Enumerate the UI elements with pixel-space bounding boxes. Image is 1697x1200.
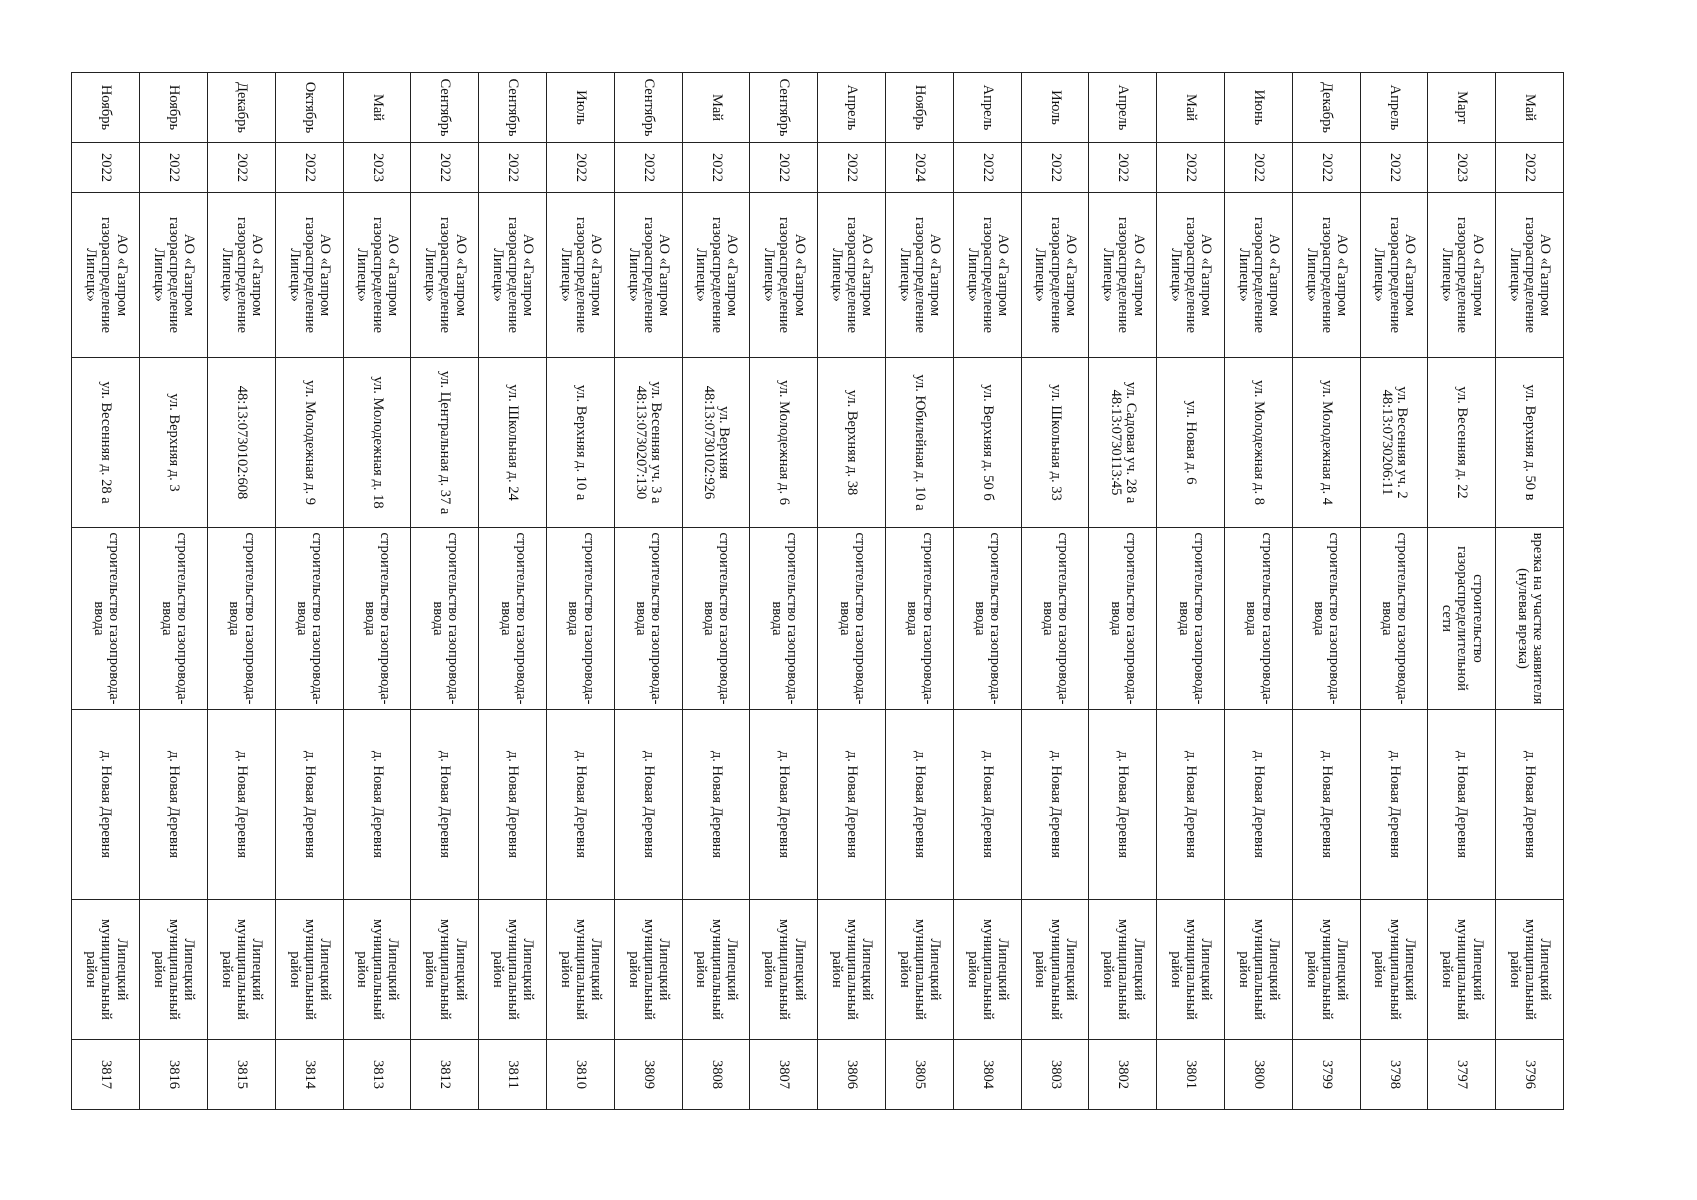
address-cell: ул. Центральная д. 37 а	[411, 358, 479, 528]
organization-cell: АО «Газпром газораспределение Липецк»	[547, 193, 615, 358]
district-cell: Липецкий муниципальный район	[1225, 900, 1293, 1040]
row-number-cell: 3807	[750, 1040, 818, 1110]
district-cell: Липецкий муниципальный район	[479, 900, 547, 1040]
month-cell: Сентябрь	[411, 73, 479, 143]
organization-cell: АО «Газпром газораспределение Липецк»	[275, 193, 343, 358]
month-cell: Октябрь	[275, 73, 343, 143]
year-cell: 2022	[547, 143, 615, 193]
table-row	[1021, 73, 1089, 1110]
district-cell: Липецкий муниципальный район	[208, 900, 276, 1040]
month-cell: Май	[1157, 73, 1225, 143]
gasification-table	[71, 72, 1564, 1110]
work-type-cell: строительство газопровода-ввода	[614, 528, 682, 710]
month-cell: Декабрь	[1292, 73, 1360, 143]
organization-cell: АО «Газпром газораспределение Липецк»	[1496, 193, 1564, 358]
address-cell: ул. Школьная д. 24	[479, 358, 547, 528]
address-cell: ул. Верхняя д. 10 а	[547, 358, 615, 528]
organization-cell: АО «Газпром газораспределение Липецк»	[1021, 193, 1089, 358]
work-type-cell: строительство газопровода-ввода	[1157, 528, 1225, 710]
month-cell: Апрель	[1089, 73, 1157, 143]
address-cell: ул. Молодежная д. 18	[343, 358, 411, 528]
settlement-cell: д. Новая Деревня	[1021, 710, 1089, 900]
year-cell: 2022	[682, 143, 750, 193]
organization-cell: АО «Газпром газораспределение Липецк»	[750, 193, 818, 358]
address-cell: ул. Садовая уч. 28 а 48:13:0730113:45	[1089, 358, 1157, 528]
row-number-cell: 3799	[1292, 1040, 1360, 1110]
year-cell: 2022	[479, 143, 547, 193]
organization-cell: АО «Газпром газораспределение Липецк»	[1225, 193, 1293, 358]
month-cell: Июнь	[1225, 73, 1293, 143]
month-cell: Ноябрь	[886, 73, 954, 143]
row-number-cell: 3798	[1360, 1040, 1428, 1110]
work-type-cell: строительство газопровода-ввода	[208, 528, 276, 710]
settlement-cell: д. Новая Деревня	[72, 710, 140, 900]
organization-cell: АО «Газпром газораспределение Липецк»	[1089, 193, 1157, 358]
work-type-cell: врезка на участке заявителя (нулевая врезка)	[1496, 528, 1564, 710]
year-cell: 2022	[1089, 143, 1157, 193]
address-cell: ул. Верхняя д. 50 в	[1496, 358, 1564, 528]
organization-cell: АО «Газпром газораспределение Липецк»	[682, 193, 750, 358]
year-cell: 2022	[275, 143, 343, 193]
district-cell: Липецкий муниципальный район	[1496, 900, 1564, 1040]
row-number-cell: 3810	[547, 1040, 615, 1110]
district-cell: Липецкий муниципальный район	[343, 900, 411, 1040]
settlement-cell: д. Новая Деревня	[411, 710, 479, 900]
organization-cell: АО «Газпром газораспределение Липецк»	[208, 193, 276, 358]
work-type-cell: строительство газопровода-ввода	[750, 528, 818, 710]
table-row	[886, 73, 954, 1110]
month-cell: Декабрь	[208, 73, 276, 143]
settlement-cell: д. Новая Деревня	[1360, 710, 1428, 900]
month-cell: Май	[1496, 73, 1564, 143]
year-cell: 2022	[72, 143, 140, 193]
district-cell: Липецкий муниципальный район	[1292, 900, 1360, 1040]
work-type-cell: строительство газопровода-ввода	[818, 528, 886, 710]
table-row	[140, 73, 208, 1110]
month-cell: Июль	[547, 73, 615, 143]
month-cell: Сентябрь	[479, 73, 547, 143]
table-row	[682, 73, 750, 1110]
address-cell: ул. Верхняя д. 50 б	[953, 358, 1021, 528]
table-row	[1089, 73, 1157, 1110]
organization-cell: АО «Газпром газораспределение Липецк»	[953, 193, 1021, 358]
month-cell: Ноябрь	[140, 73, 208, 143]
district-cell: Липецкий муниципальный район	[1157, 900, 1225, 1040]
row-number-cell: 3806	[818, 1040, 886, 1110]
month-cell: Апрель	[953, 73, 1021, 143]
year-cell: 2022	[818, 143, 886, 193]
district-cell: Липецкий муниципальный район	[1021, 900, 1089, 1040]
organization-cell: АО «Газпром газораспределение Липецк»	[1157, 193, 1225, 358]
work-type-cell: строительство газопровода-ввода	[1225, 528, 1293, 710]
district-cell: Липецкий муниципальный район	[275, 900, 343, 1040]
table-row	[547, 73, 615, 1110]
organization-cell: АО «Газпром газораспределение Липецк»	[1360, 193, 1428, 358]
table-row	[614, 73, 682, 1110]
row-number-cell: 3804	[953, 1040, 1021, 1110]
row-number-cell: 3802	[1089, 1040, 1157, 1110]
month-cell: Май	[343, 73, 411, 143]
settlement-cell: д. Новая Деревня	[818, 710, 886, 900]
month-cell: Апрель	[1360, 73, 1428, 143]
address-cell: ул. Весенняя д. 28 а	[72, 358, 140, 528]
rotated-table-container	[72, 72, 1564, 1109]
table-row	[275, 73, 343, 1110]
address-cell: ул. Молодежная д. 9	[275, 358, 343, 528]
month-cell: Март	[1428, 73, 1496, 143]
work-type-cell: строительство газопровода-ввода	[886, 528, 954, 710]
work-type-cell: строительство газопровода-ввода	[682, 528, 750, 710]
year-cell: 2022	[750, 143, 818, 193]
organization-cell: АО «Газпром газораспределение Липецк»	[140, 193, 208, 358]
table-row	[750, 73, 818, 1110]
row-number-cell: 3809	[614, 1040, 682, 1110]
organization-cell: АО «Газпром газораспределение Липецк»	[1292, 193, 1360, 358]
table-body	[72, 73, 1564, 1110]
address-cell: ул. Школьная д. 33	[1021, 358, 1089, 528]
row-number-cell: 3797	[1428, 1040, 1496, 1110]
district-cell: Липецкий муниципальный район	[72, 900, 140, 1040]
table-row	[72, 73, 140, 1110]
settlement-cell: д. Новая Деревня	[953, 710, 1021, 900]
organization-cell: АО «Газпром газораспределение Липецк»	[614, 193, 682, 358]
settlement-cell: д. Новая Деревня	[547, 710, 615, 900]
address-cell: ул. Молодежная д. 8	[1225, 358, 1293, 528]
work-type-cell: строительство газопровода-ввода	[1089, 528, 1157, 710]
work-type-cell: строительство газопровода-ввода	[343, 528, 411, 710]
year-cell: 2022	[614, 143, 682, 193]
district-cell: Липецкий муниципальный район	[140, 900, 208, 1040]
district-cell: Липецкий муниципальный район	[750, 900, 818, 1040]
settlement-cell: д. Новая Деревня	[1089, 710, 1157, 900]
district-cell: Липецкий муниципальный район	[682, 900, 750, 1040]
work-type-cell: строительство газораспределительной сети	[1428, 528, 1496, 710]
organization-cell: АО «Газпром газораспределение Липецк»	[72, 193, 140, 358]
settlement-cell: д. Новая Деревня	[1496, 710, 1564, 900]
year-cell: 2022	[1360, 143, 1428, 193]
year-cell: 2022	[1021, 143, 1089, 193]
row-number-cell: 3801	[1157, 1040, 1225, 1110]
settlement-cell: д. Новая Деревня	[682, 710, 750, 900]
organization-cell: АО «Газпром газораспределение Липецк»	[343, 193, 411, 358]
work-type-cell: строительство газопровода-ввода	[275, 528, 343, 710]
year-cell: 2022	[1292, 143, 1360, 193]
month-cell: Ноябрь	[72, 73, 140, 143]
settlement-cell: д. Новая Деревня	[275, 710, 343, 900]
row-number-cell: 3816	[140, 1040, 208, 1110]
work-type-cell: строительство газопровода-ввода	[140, 528, 208, 710]
row-number-cell: 3813	[343, 1040, 411, 1110]
year-cell: 2023	[343, 143, 411, 193]
settlement-cell: д. Новая Деревня	[750, 710, 818, 900]
table-row	[208, 73, 276, 1110]
address-cell: ул. Молодежная д. 6	[750, 358, 818, 528]
table-row	[343, 73, 411, 1110]
settlement-cell: д. Новая Деревня	[614, 710, 682, 900]
work-type-cell: строительство газопровода-ввода	[547, 528, 615, 710]
district-cell: Липецкий муниципальный район	[953, 900, 1021, 1040]
work-type-cell: строительство газопровода-ввода	[1292, 528, 1360, 710]
settlement-cell: д. Новая Деревня	[343, 710, 411, 900]
work-type-cell: строительство газопровода-ввода	[479, 528, 547, 710]
table-row	[1496, 73, 1564, 1110]
settlement-cell: д. Новая Деревня	[1428, 710, 1496, 900]
district-cell: Липецкий муниципальный район	[1428, 900, 1496, 1040]
year-cell: 2022	[1157, 143, 1225, 193]
year-cell: 2022	[411, 143, 479, 193]
table-row	[411, 73, 479, 1110]
district-cell: Липецкий муниципальный район	[818, 900, 886, 1040]
settlement-cell: д. Новая Деревня	[886, 710, 954, 900]
address-cell: ул. Весенняя уч. 3 а 48:13:0730207:130	[614, 358, 682, 528]
year-cell: 2022	[1496, 143, 1564, 193]
settlement-cell: д. Новая Деревня	[479, 710, 547, 900]
work-type-cell: строительство газопровода-ввода	[72, 528, 140, 710]
table-row	[953, 73, 1021, 1110]
address-cell: ул. Юбилейная д. 10 а	[886, 358, 954, 528]
table-row	[1225, 73, 1293, 1110]
table-row	[1428, 73, 1496, 1110]
row-number-cell: 3800	[1225, 1040, 1293, 1110]
year-cell: 2022	[953, 143, 1021, 193]
address-cell: 48:13:0730102:608	[208, 358, 276, 528]
month-cell: Апрель	[818, 73, 886, 143]
work-type-cell: строительство газопровода-ввода	[1021, 528, 1089, 710]
district-cell: Липецкий муниципальный район	[547, 900, 615, 1040]
year-cell: 2024	[886, 143, 954, 193]
work-type-cell: строительство газопровода-ввода	[953, 528, 1021, 710]
row-number-cell: 3796	[1496, 1040, 1564, 1110]
year-cell: 2023	[1428, 143, 1496, 193]
month-cell: Сентябрь	[614, 73, 682, 143]
row-number-cell: 3817	[72, 1040, 140, 1110]
year-cell: 2022	[140, 143, 208, 193]
row-number-cell: 3814	[275, 1040, 343, 1110]
table-row	[1157, 73, 1225, 1110]
work-type-cell: строительство газопровода-ввода	[1360, 528, 1428, 710]
address-cell: ул. Верхняя д. 3	[140, 358, 208, 528]
address-cell: ул. Весенняя д. 22	[1428, 358, 1496, 528]
organization-cell: АО «Газпром газораспределение Липецк»	[818, 193, 886, 358]
table-row	[818, 73, 886, 1110]
month-cell: Сентябрь	[750, 73, 818, 143]
address-cell: ул. Молодежная д. 4	[1292, 358, 1360, 528]
table-row	[1292, 73, 1360, 1110]
table-row	[1360, 73, 1428, 1110]
row-number-cell: 3811	[479, 1040, 547, 1110]
work-type-cell: строительство газопровода-ввода	[411, 528, 479, 710]
district-cell: Липецкий муниципальный район	[1089, 900, 1157, 1040]
district-cell: Липецкий муниципальный район	[614, 900, 682, 1040]
address-cell: ул. Весенняя уч. 2 48:13:0730206:11	[1360, 358, 1428, 528]
address-cell: ул. Новая д. 6	[1157, 358, 1225, 528]
year-cell: 2022	[1225, 143, 1293, 193]
organization-cell: АО «Газпром газораспределение Липецк»	[479, 193, 547, 358]
address-cell: ул. Верхняя 48:13:0730102:926	[682, 358, 750, 528]
row-number-cell: 3808	[682, 1040, 750, 1110]
district-cell: Липецкий муниципальный район	[411, 900, 479, 1040]
row-number-cell: 3803	[1021, 1040, 1089, 1110]
row-number-cell: 3812	[411, 1040, 479, 1110]
table-row	[479, 73, 547, 1110]
settlement-cell: д. Новая Деревня	[140, 710, 208, 900]
settlement-cell: д. Новая Деревня	[208, 710, 276, 900]
row-number-cell: 3815	[208, 1040, 276, 1110]
settlement-cell: д. Новая Деревня	[1225, 710, 1293, 900]
year-cell: 2022	[208, 143, 276, 193]
organization-cell: АО «Газпром газораспределение Липецк»	[886, 193, 954, 358]
organization-cell: АО «Газпром газораспределение Липецк»	[1428, 193, 1496, 358]
district-cell: Липецкий муниципальный район	[886, 900, 954, 1040]
settlement-cell: д. Новая Деревня	[1157, 710, 1225, 900]
address-cell: ул. Верхняя д. 38	[818, 358, 886, 528]
organization-cell: АО «Газпром газораспределение Липецк»	[411, 193, 479, 358]
row-number-cell: 3805	[886, 1040, 954, 1110]
settlement-cell: д. Новая Деревня	[1292, 710, 1360, 900]
month-cell: Июль	[1021, 73, 1089, 143]
month-cell: Май	[682, 73, 750, 143]
district-cell: Липецкий муниципальный район	[1360, 900, 1428, 1040]
